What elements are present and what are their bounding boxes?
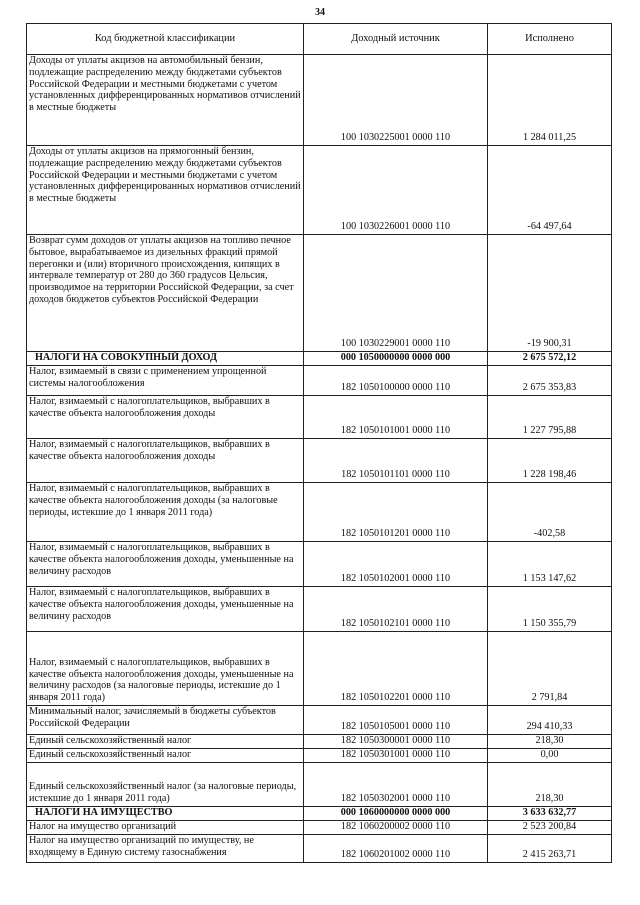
header-income-source: Доходный источник: [304, 24, 488, 55]
row-code: 182 1050300001 0000 110: [304, 735, 488, 749]
header-executed: Исполнено: [488, 24, 612, 55]
row-value: 2 675 572,12: [488, 352, 612, 366]
table-row: [27, 835, 612, 863]
row-code: 000 1050000000 0000 000: [304, 352, 488, 366]
row-description: Доходы от уплаты акцизов на автомобильный бензин, подлежащие распределению между бюджетами субъектов Российской Федерации и местными бюджетами с учетом установленных дифференцированных нормативов отчислений в местные бюджеты: [27, 55, 304, 146]
table-row: [27, 735, 612, 749]
row-description: Налог, взимаемый в связи с применением упрощенной системы налогообложения: [27, 366, 304, 396]
table-row: [27, 396, 612, 439]
row-value: 2 791,84: [488, 632, 612, 706]
row-value: 2 415 263,71: [488, 835, 612, 863]
row-description: Налог, взимаемый с налогоплательщиков, выбравших в качестве объекта налогообложения доходы: [27, 396, 304, 439]
row-code: 182 1050102001 0000 110: [304, 542, 488, 587]
row-description: Налог, взимаемый с налогоплательщиков, выбравших в качестве объекта налогообложения доходы (за налоговые периоды, истекшие до 1 января 2011 года): [27, 483, 304, 542]
table-row: [27, 542, 612, 587]
table-row: [27, 235, 612, 352]
row-description: Налог на имущество организаций по имуществу, не входящему в Единую систему газоснабжения: [27, 835, 304, 863]
row-code: 100 1030229001 0000 110: [304, 235, 488, 352]
row-code: 182 1050100000 0000 110: [304, 366, 488, 396]
row-value: -64 497,64: [488, 146, 612, 235]
row-code: 182 1050101101 0000 110: [304, 439, 488, 483]
row-description: Налог на имущество организаций: [27, 821, 304, 835]
row-description: Налог, взимаемый с налогоплательщиков, выбравших в качестве объекта налогообложения доходы, уменьшенные на величину расходов: [27, 542, 304, 587]
row-value: 1 150 355,79: [488, 587, 612, 632]
table-row: [27, 632, 612, 706]
row-description: Доходы от уплаты акцизов на прямогонный бензин, подлежащие распределению между бюджетами субъектов Российской Федерации и местными бюджетами с учетом установленных дифференцированных нормативов отчислений в местные бюджеты: [27, 146, 304, 235]
row-value: 1 227 795,88: [488, 396, 612, 439]
row-value: 218,30: [488, 735, 612, 749]
table-row: [27, 146, 612, 235]
table-row: [27, 439, 612, 483]
row-code: 182 1050101001 0000 110: [304, 396, 488, 439]
table-row: [27, 55, 612, 146]
table-row: [27, 587, 612, 632]
row-code: 182 1050301001 0000 110: [304, 749, 488, 763]
row-code: 182 1050101201 0000 110: [304, 483, 488, 542]
table-row: [27, 483, 612, 542]
row-description: Единый сельскохозяйственный налог (за налоговые периоды, истекшие до 1 января 2011 года): [27, 763, 304, 807]
row-value: 294 410,33: [488, 706, 612, 735]
row-description: Налог, взимаемый с налогоплательщиков, выбравших в качестве объекта налогообложения доходы: [27, 439, 304, 483]
row-value: 218,30: [488, 763, 612, 807]
table-row: [27, 749, 612, 763]
row-code: 000 1060000000 0000 000: [304, 807, 488, 821]
header-classification: Код бюджетной классификации: [27, 24, 304, 55]
row-description: Единый сельскохозяйственный налог: [27, 749, 304, 763]
row-value: -19 900,31: [488, 235, 612, 352]
row-code: 182 1050105001 0000 110: [304, 706, 488, 735]
row-code: 182 1060201002 0000 110: [304, 835, 488, 863]
row-description: Возврат сумм доходов от уплаты акцизов на топливо печное бытовое, вырабатываемое из дизельных фракций прямой перегонки и (или) вторичного происхождения, кипящих в интервале температур от 280 до 360 градусов Цельсия, производимое на территории Российской Федерации, за счет доходов бюджетов субъектов Российской Федерации: [27, 235, 304, 352]
row-description: Минимальный налог, зачисляемый в бюджеты субъектов Российской Федерации: [27, 706, 304, 735]
row-value: 0,00: [488, 749, 612, 763]
row-code: 100 1030225001 0000 110: [304, 55, 488, 146]
row-description: Единый сельскохозяйственный налог: [27, 735, 304, 749]
row-description: НАЛОГИ НА СОВОКУПНЫЙ ДОХОД: [27, 352, 304, 366]
row-description: НАЛОГИ НА ИМУЩЕСТВО: [27, 807, 304, 821]
row-value: 1 284 011,25: [488, 55, 612, 146]
page-number: 34: [315, 7, 325, 18]
budget-table: [26, 23, 612, 863]
table-row: [27, 763, 612, 807]
table-row-section: [27, 807, 612, 821]
row-value: 2 675 353,83: [488, 366, 612, 396]
table-header-row: [27, 24, 612, 55]
row-description: Налог, взимаемый с налогоплательщиков, выбравших в качестве объекта налогообложения доходы, уменьшенные на величину расходов (за налоговые периоды, истекшие до 1 января 2011 года): [27, 632, 304, 706]
row-value: 2 523 200,84: [488, 821, 612, 835]
table-row: [27, 821, 612, 835]
table-row: [27, 366, 612, 396]
row-code: 182 1050302001 0000 110: [304, 763, 488, 807]
table-row-section: [27, 352, 612, 366]
row-description: Налог, взимаемый с налогоплательщиков, выбравших в качестве объекта налогообложения доходы, уменьшенные на величину расходов: [27, 587, 304, 632]
row-code: 182 1050102201 0000 110: [304, 632, 488, 706]
table-row: [27, 706, 612, 735]
row-value: 1 153 147,62: [488, 542, 612, 587]
row-value: 3 633 632,77: [488, 807, 612, 821]
row-code: 182 1050102101 0000 110: [304, 587, 488, 632]
row-code: 100 1030226001 0000 110: [304, 146, 488, 235]
row-code: 182 1060200002 0000 110: [304, 821, 488, 835]
row-value: -402,58: [488, 483, 612, 542]
row-value: 1 228 198,46: [488, 439, 612, 483]
